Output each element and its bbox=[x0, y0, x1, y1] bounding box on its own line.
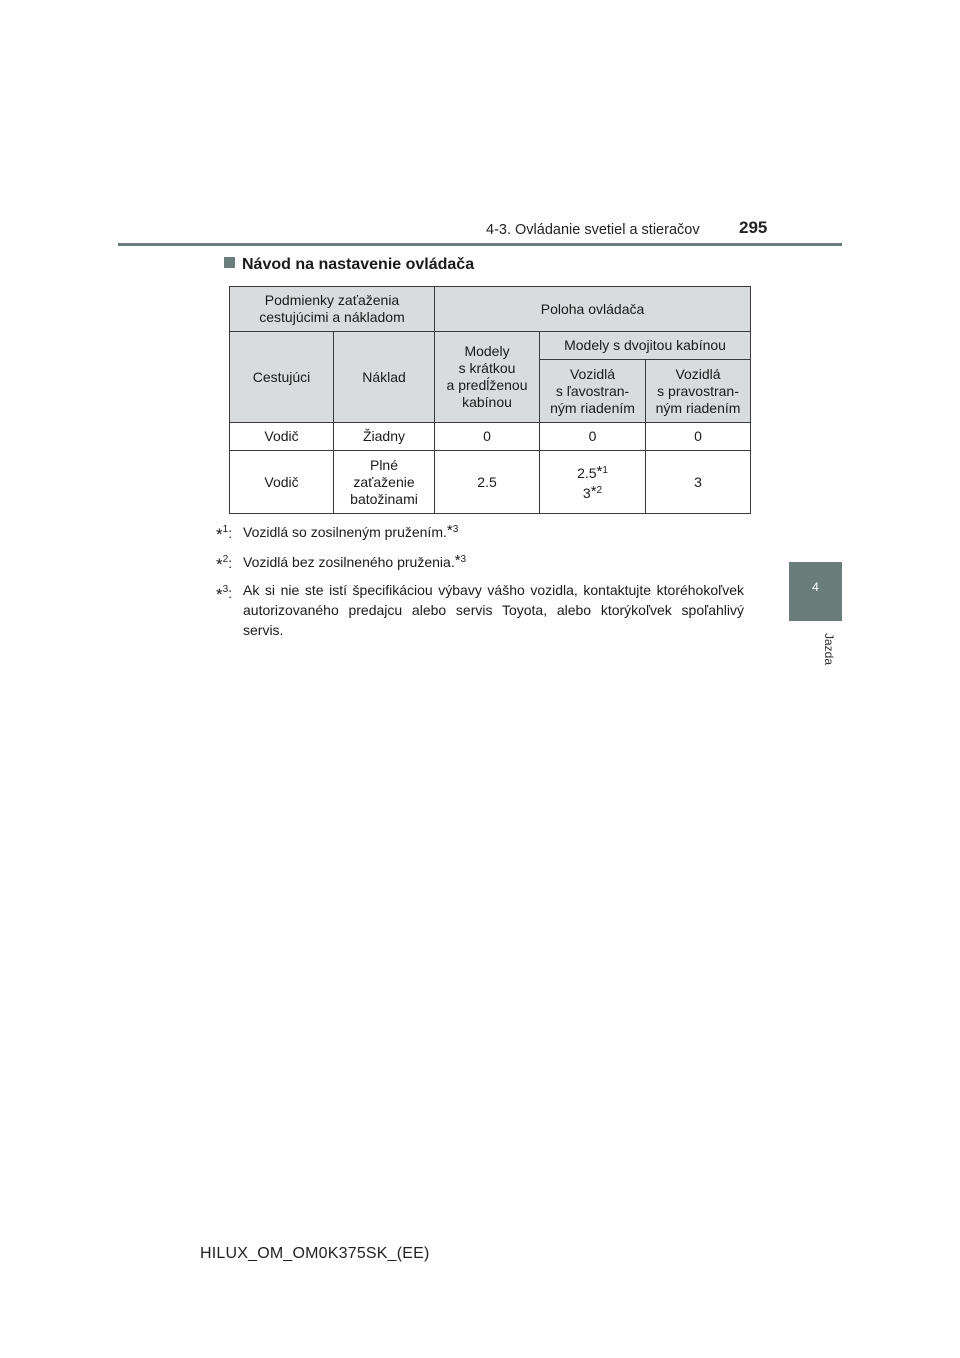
adjustment-table bbox=[229, 286, 751, 514]
section-heading-text: Návod na nastavenie ovládača bbox=[242, 256, 475, 273]
asterisk-icon: * bbox=[216, 555, 223, 574]
cell-lhd bbox=[540, 451, 646, 514]
column-double-cab: Modely s dvojitou kabínou bbox=[540, 332, 751, 360]
footnote-text: Ak si nie ste istí špecifikáciou výbavy vášho vozidla, kontaktujte ktoréhokoľvek autorizovaného predajcu alebo servis Toyota, alebo ktorýkoľvek spoľahlivý servis. bbox=[243, 582, 744, 638]
chapter-label: Jazda bbox=[822, 633, 836, 666]
square-bullet-icon bbox=[224, 257, 235, 268]
footnote-ref: *2 bbox=[590, 483, 603, 500]
asterisk-icon: * bbox=[590, 483, 597, 500]
table-row bbox=[230, 451, 751, 514]
footnote-ref: *1 bbox=[596, 463, 608, 480]
column-short-cab: Modely s krátkou a predĺženou kabínou bbox=[435, 332, 540, 423]
asterisk-icon: * bbox=[446, 522, 453, 539]
table-row bbox=[230, 423, 751, 451]
lhd-value-b: 3 bbox=[582, 485, 591, 501]
footnote-2 bbox=[216, 550, 744, 572]
cell-rhd: 3 bbox=[646, 451, 751, 514]
cell-rhd: 0 bbox=[646, 423, 751, 451]
header-section-title: 4-3. Ovládanie svetiel a stieračov bbox=[486, 222, 700, 238]
asterisk-icon: * bbox=[454, 552, 461, 569]
footnote-1 bbox=[216, 520, 744, 542]
footnote-marker: *$^1$: bbox=[216, 524, 233, 544]
column-lhd: Vozidlá s ľavostran- ným riadením bbox=[540, 360, 646, 423]
header-load-conditions: Podmienky zaťaženia cestujúcimi a nákladom bbox=[230, 287, 435, 332]
footnote-text: Vozidlá bez zosilneného pruženia. bbox=[243, 554, 455, 570]
header-divider bbox=[118, 243, 842, 246]
cell-cargo: Plné zaťaženie batožinami bbox=[334, 451, 435, 514]
footnote-ref: *3 bbox=[454, 552, 467, 569]
cell-short-cab: 0 bbox=[435, 423, 540, 451]
chapter-tab[interactable] bbox=[789, 562, 842, 621]
cell-short-cab: 2.5 bbox=[435, 451, 540, 514]
footnote-marker: *$^2$: bbox=[216, 554, 233, 574]
asterisk-icon: * bbox=[596, 463, 603, 480]
footnote-marker: *$^3$: bbox=[216, 584, 233, 604]
cell-lhd: 0 bbox=[540, 423, 646, 451]
document-code: HILUX_OM_OM0K375SK_(EE) bbox=[200, 1245, 430, 1262]
footnote-ref: *3 bbox=[446, 522, 459, 539]
column-passengers: Cestujúci bbox=[230, 332, 334, 423]
cell-passengers: Vodič bbox=[230, 423, 334, 451]
page-number: 295 bbox=[739, 218, 768, 237]
chapter-number: 4 bbox=[812, 580, 819, 594]
cell-cargo: Žiadny bbox=[334, 423, 435, 451]
cell-passengers: Vodič bbox=[230, 451, 334, 514]
footnotes bbox=[216, 520, 744, 648]
column-rhd: Vozidlá s pravostran- ným riadením bbox=[646, 360, 751, 423]
column-cargo: Náklad bbox=[334, 332, 435, 423]
lhd-value-a: 2.5 bbox=[577, 465, 597, 481]
footnote-3 bbox=[216, 580, 744, 640]
footnote-text: Vozidlá so zosilneným pružením. bbox=[243, 524, 447, 540]
asterisk-icon: * bbox=[216, 525, 223, 544]
asterisk-icon: * bbox=[216, 585, 223, 604]
header-dial-position: Poloha ovládača bbox=[435, 287, 751, 332]
section-heading bbox=[224, 256, 474, 274]
